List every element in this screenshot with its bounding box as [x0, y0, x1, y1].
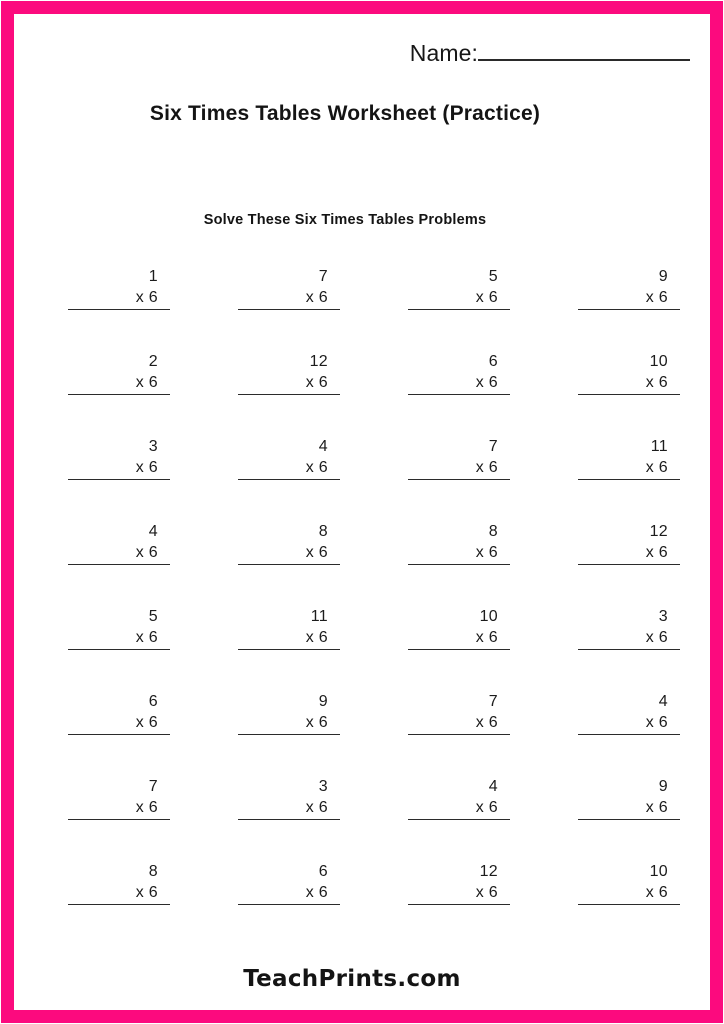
operand-top: 10 — [649, 863, 668, 880]
answer-rule — [408, 882, 510, 905]
operand-top: 12 — [649, 523, 668, 540]
answer-rule — [408, 542, 510, 565]
answer-rule — [238, 372, 340, 395]
answer-rule — [578, 712, 680, 735]
operand-top: 7 — [488, 438, 498, 455]
problem-row — [14, 862, 694, 947]
answer-rule — [408, 372, 510, 395]
operand-bottom: x 6 — [645, 629, 668, 646]
problem-cell — [14, 862, 184, 947]
operand-top: 10 — [649, 353, 668, 370]
multiplication-problem — [238, 522, 340, 565]
answer-rule — [68, 287, 170, 310]
problem-cell — [354, 522, 524, 607]
operand-bottom: x 6 — [135, 884, 158, 901]
operand-top: 11 — [310, 608, 328, 625]
operand-bottom: x 6 — [305, 544, 328, 561]
operand-top: 9 — [318, 693, 328, 710]
answer-rule — [68, 797, 170, 820]
problem-cell — [14, 607, 184, 692]
problem-cell — [524, 862, 694, 947]
operand-bottom: x 6 — [135, 714, 158, 731]
operand-top: 4 — [488, 778, 498, 795]
operand-top: 9 — [658, 778, 668, 795]
multiplication-problem — [578, 692, 680, 735]
operand-bottom: x 6 — [305, 884, 328, 901]
operand-bottom: x 6 — [645, 544, 668, 561]
problem-row — [14, 777, 694, 862]
answer-rule — [578, 627, 680, 650]
problem-cell — [524, 352, 694, 437]
operand-bottom: x 6 — [305, 289, 328, 306]
problem-grid — [14, 267, 694, 947]
operand-top: 5 — [148, 608, 158, 625]
problem-row — [14, 692, 694, 777]
operand-bottom: x 6 — [135, 629, 158, 646]
operand-bottom: x 6 — [475, 289, 498, 306]
operand-top: 3 — [658, 608, 668, 625]
answer-rule — [408, 287, 510, 310]
operand-bottom: x 6 — [305, 799, 328, 816]
operand-top: 3 — [318, 778, 328, 795]
operand-top: 7 — [318, 268, 328, 285]
operand-bottom: x 6 — [475, 629, 498, 646]
multiplication-problem — [238, 352, 340, 395]
multiplication-problem — [238, 437, 340, 480]
operand-bottom: x 6 — [135, 289, 158, 306]
multiplication-problem — [68, 777, 170, 820]
answer-rule — [68, 882, 170, 905]
operand-top: 10 — [479, 608, 498, 625]
multiplication-problem — [578, 437, 680, 480]
multiplication-problem — [68, 862, 170, 905]
operand-bottom: x 6 — [135, 459, 158, 476]
problem-cell — [14, 267, 184, 352]
multiplication-problem — [408, 267, 510, 310]
multiplication-problem — [68, 692, 170, 735]
operand-top: 9 — [658, 268, 668, 285]
answer-rule — [238, 287, 340, 310]
operand-bottom: x 6 — [135, 799, 158, 816]
operand-bottom: x 6 — [645, 714, 668, 731]
operand-bottom: x 6 — [305, 374, 328, 391]
operand-top: 3 — [148, 438, 158, 455]
problem-cell — [354, 607, 524, 692]
operand-bottom: x 6 — [475, 884, 498, 901]
problem-cell — [184, 352, 354, 437]
problem-cell — [184, 522, 354, 607]
answer-rule — [578, 287, 680, 310]
multiplication-problem — [238, 607, 340, 650]
operand-bottom: x 6 — [305, 629, 328, 646]
answer-rule — [68, 372, 170, 395]
operand-bottom: x 6 — [475, 459, 498, 476]
problem-cell — [184, 607, 354, 692]
problem-cell — [524, 692, 694, 777]
worksheet-content — [14, 14, 710, 1010]
problem-cell — [184, 777, 354, 862]
answer-rule — [578, 882, 680, 905]
problem-cell — [184, 437, 354, 522]
multiplication-problem — [578, 267, 680, 310]
problem-row — [14, 522, 694, 607]
answer-rule — [408, 797, 510, 820]
problem-row — [14, 437, 694, 522]
problem-row — [14, 352, 694, 437]
section-subtitle: Solve These Six Times Tables Problems — [203, 212, 487, 228]
multiplication-problem — [68, 352, 170, 395]
multiplication-problem — [238, 777, 340, 820]
operand-bottom: x 6 — [135, 374, 158, 391]
problem-cell — [354, 352, 524, 437]
operand-bottom: x 6 — [645, 289, 668, 306]
operand-bottom: x 6 — [475, 714, 498, 731]
answer-rule — [68, 542, 170, 565]
problem-cell — [14, 692, 184, 777]
operand-bottom: x 6 — [475, 544, 498, 561]
operand-top: 6 — [148, 693, 158, 710]
multiplication-problem — [408, 352, 510, 395]
answer-rule — [408, 712, 510, 735]
multiplication-problem — [408, 862, 510, 905]
multiplication-problem — [408, 692, 510, 735]
operand-top: 4 — [658, 693, 668, 710]
multiplication-problem — [68, 437, 170, 480]
name-label: Name: — [409, 40, 478, 66]
answer-rule — [238, 627, 340, 650]
operand-bottom: x 6 — [305, 459, 328, 476]
operand-bottom: x 6 — [645, 374, 668, 391]
answer-rule — [578, 542, 680, 565]
problem-cell — [354, 692, 524, 777]
page-title: Six Times Tables Worksheet (Practice) — [149, 102, 541, 125]
multiplication-problem — [578, 522, 680, 565]
multiplication-problem — [578, 352, 680, 395]
multiplication-problem — [578, 607, 680, 650]
operand-bottom: x 6 — [645, 884, 668, 901]
operand-top: 6 — [488, 353, 498, 370]
answer-rule — [238, 542, 340, 565]
problem-cell — [354, 777, 524, 862]
operand-top: 11 — [650, 438, 668, 455]
operand-top: 2 — [148, 353, 158, 370]
operand-top: 7 — [488, 693, 498, 710]
multiplication-problem — [68, 267, 170, 310]
operand-top: 12 — [309, 353, 328, 370]
problem-cell — [184, 267, 354, 352]
problem-cell — [184, 862, 354, 947]
multiplication-problem — [408, 607, 510, 650]
footer-brand: TeachPrints.com — [243, 966, 461, 992]
multiplication-problem — [68, 522, 170, 565]
problem-cell — [14, 522, 184, 607]
answer-rule — [578, 372, 680, 395]
operand-top: 12 — [479, 863, 498, 880]
answer-rule — [68, 627, 170, 650]
multiplication-problem — [238, 862, 340, 905]
operand-top: 4 — [148, 523, 158, 540]
multiplication-problem — [68, 607, 170, 650]
problem-cell — [524, 522, 694, 607]
operand-top: 5 — [488, 268, 498, 285]
problem-cell — [14, 437, 184, 522]
problem-cell — [354, 267, 524, 352]
problem-row — [14, 607, 694, 692]
operand-bottom: x 6 — [645, 459, 668, 476]
answer-rule — [238, 712, 340, 735]
operand-bottom: x 6 — [135, 544, 158, 561]
problem-cell — [14, 777, 184, 862]
name-field-row — [14, 38, 690, 67]
answer-rule — [408, 627, 510, 650]
operand-top: 1 — [148, 268, 158, 285]
problem-cell — [524, 777, 694, 862]
problem-cell — [524, 437, 694, 522]
multiplication-problem — [238, 692, 340, 735]
problem-cell — [184, 692, 354, 777]
answer-rule — [238, 882, 340, 905]
operand-bottom: x 6 — [475, 799, 498, 816]
operand-top: 8 — [148, 863, 158, 880]
answer-rule — [578, 457, 680, 480]
operand-top: 6 — [318, 863, 328, 880]
problem-cell — [14, 352, 184, 437]
answer-rule — [68, 457, 170, 480]
multiplication-problem — [408, 437, 510, 480]
multiplication-problem — [408, 777, 510, 820]
operand-bottom: x 6 — [475, 374, 498, 391]
operand-top: 8 — [318, 523, 328, 540]
multiplication-problem — [578, 777, 680, 820]
answer-rule — [408, 457, 510, 480]
problem-row — [14, 267, 694, 352]
multiplication-problem — [578, 862, 680, 905]
answer-rule — [238, 457, 340, 480]
operand-top: 4 — [318, 438, 328, 455]
answer-rule — [578, 797, 680, 820]
operand-bottom: x 6 — [305, 714, 328, 731]
problem-cell — [354, 437, 524, 522]
problem-cell — [524, 607, 694, 692]
answer-rule — [238, 797, 340, 820]
name-input-blank[interactable] — [478, 38, 690, 61]
multiplication-problem — [408, 522, 510, 565]
answer-rule — [68, 712, 170, 735]
problem-cell — [354, 862, 524, 947]
operand-top: 7 — [148, 778, 158, 795]
multiplication-problem — [238, 267, 340, 310]
operand-bottom: x 6 — [645, 799, 668, 816]
problem-cell — [524, 267, 694, 352]
operand-top: 8 — [488, 523, 498, 540]
